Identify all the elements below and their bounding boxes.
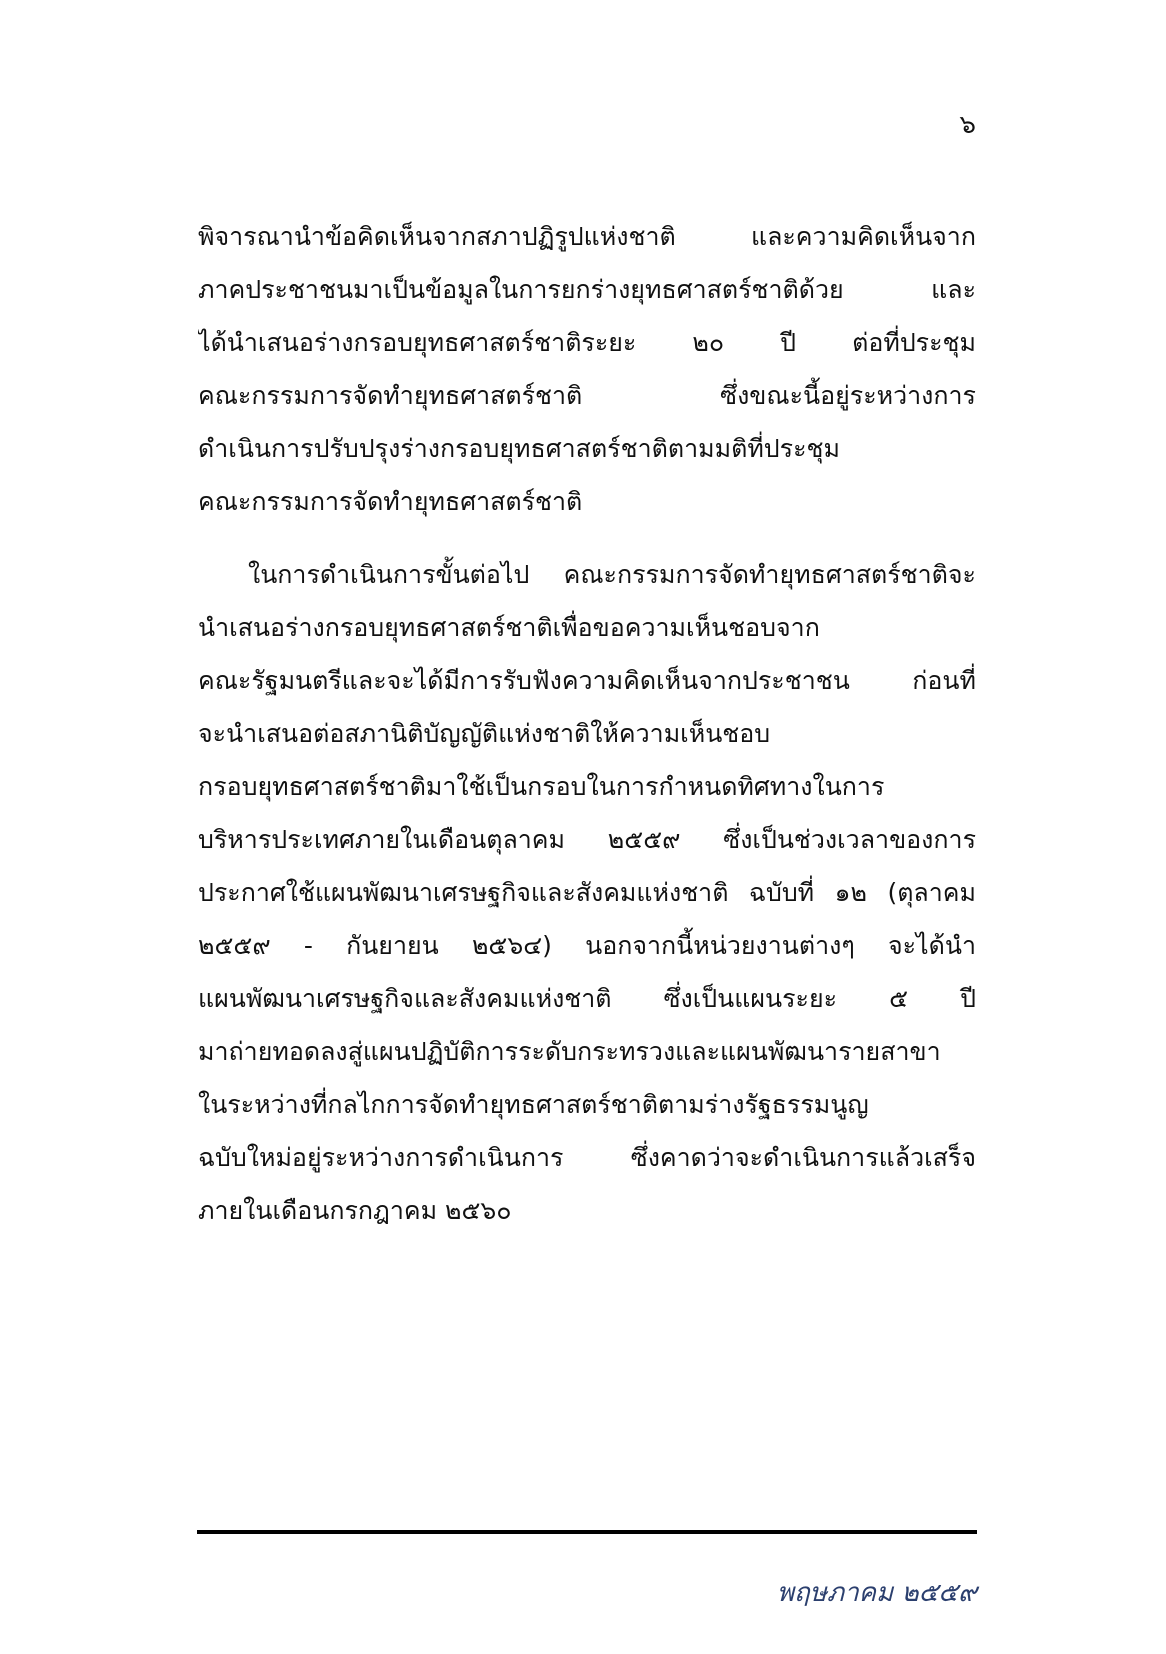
text-line: คณะกรรมการจัดทำยุทธศาสตร์ชาติ <box>198 487 583 516</box>
text-line: คณะรัฐมนตรีและจะได้มีการรับฟังความคิดเห็นจากประชาชน ก่อนที่ <box>198 666 976 695</box>
page-number: ๖ <box>959 110 976 140</box>
text-line: ภายในเดือนกรกฎาคม ๒๕๖๐ <box>198 1196 512 1225</box>
text-line: มาถ่ายทอดลงสู่แผนปฏิบัติการระดับกระทรวงและแผนพัฒนารายสาขา <box>198 1037 941 1066</box>
footer-divider <box>197 1530 977 1534</box>
text-line: ประกาศใช้แผนพัฒนาเศรษฐกิจและสังคมแห่งชาติ ฉบับที่ ๑๒ (ตุลาคม <box>198 878 976 907</box>
text-line: บริหารประเทศภายในเดือนตุลาคม ๒๕๕๙ ซึ่งเป็นช่วงเวลาของการ <box>198 825 976 854</box>
text-line: ฉบับใหม่อยู่ระหว่างการดำเนินการ ซึ่งคาดว่าจะดำเนินการแล้วเสร็จ <box>198 1143 976 1172</box>
text-line: ในระหว่างที่กลไกการจัดทำยุทธศาสตร์ชาติตามร่างรัฐธรรมนูญ <box>198 1090 869 1119</box>
text-line: ๒๕๕๙ - กันยายน ๒๕๖๔) นอกจากนี้หน่วยงานต่างๆ จะได้นำ <box>198 931 976 960</box>
text-line: ภาคประชาชนมาเป็นข้อมูลในการยกร่างยุทธศาสตร์ชาติด้วย และ <box>198 275 976 304</box>
text-line: ได้นำเสนอร่างกรอบยุทธศาสตร์ชาติระยะ ๒๐ ปี ต่อที่ประชุม <box>198 328 976 357</box>
paragraph <box>198 548 976 1237</box>
text-line: กรอบยุทธศาสตร์ชาติมาใช้เป็นกรอบในการกำหนดทิศทางในการ <box>198 772 885 801</box>
paragraph <box>198 210 976 528</box>
footer-date: พฤษภาคม ๒๕๕๙ <box>776 1578 977 1608</box>
text-line: แผนพัฒนาเศรษฐกิจและสังคมแห่งชาติ ซึ่งเป็นแผนระยะ ๕ ปี <box>198 984 976 1013</box>
text-line: พิจารณานำข้อคิดเห็นจากสภาปฏิรูปแห่งชาติ และความคิดเห็นจาก <box>198 222 976 251</box>
text-line: ในการดำเนินการขั้นต่อไป คณะกรรมการจัดทำยุทธศาสตร์ชาติจะ <box>248 560 976 589</box>
text-line: จะนำเสนอต่อสภานิติบัญญัติแห่งชาติให้ความเห็นชอบ <box>198 719 771 748</box>
paragraph-gap <box>198 528 976 548</box>
text-line: ดำเนินการปรับปรุงร่างกรอบยุทธศาสตร์ชาติตามมติที่ประชุม <box>198 434 840 463</box>
text-line: นำเสนอร่างกรอบยุทธศาสตร์ชาติเพื่อขอความเห็นชอบจาก <box>198 613 820 642</box>
body-text <box>198 210 976 1237</box>
text-line: คณะกรรมการจัดทำยุทธศาสตร์ชาติ ซึ่งขณะนี้อยู่ระหว่างการ <box>198 381 976 410</box>
